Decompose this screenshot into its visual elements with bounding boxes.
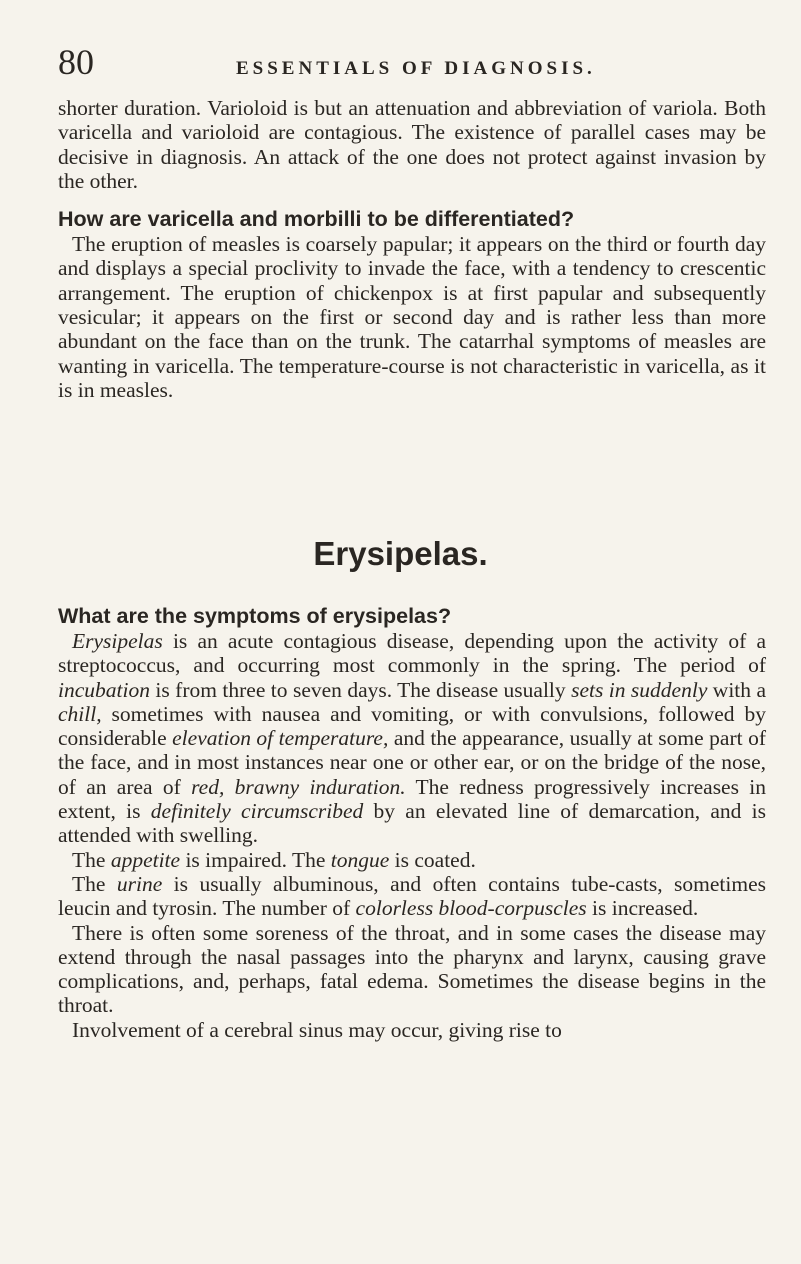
erysipelas-paragraph-4: There is often some soreness of the throat, and in some cases the disease may extend through the nasal passages into the pharynx and larynx, causing grave complications, and, perhaps, fatal edema. Sometimes the disease begins in the throat. bbox=[58, 920, 766, 1018]
varicella-question: How are varicella and morbilli to be differentiated? bbox=[58, 207, 575, 232]
continuation-paragraph: shorter duration. Varioloid is but an attenuation and abbreviation of variola. Both varicella and varioloid are contagious. The existence of parallel cases may be decisive in diagnosis. An attack of the one does not protect against invasion by the other. bbox=[58, 96, 766, 193]
emphasis: sets in suddenly bbox=[571, 677, 708, 702]
erysipelas-paragraph-2: The appetite is impaired. The tongue is coated. bbox=[72, 847, 476, 872]
running-title: ESSENTIALS OF DIAGNOSIS. bbox=[236, 58, 596, 79]
emphasis: red, brawny induration. bbox=[191, 774, 406, 799]
emphasis: incubation bbox=[58, 677, 150, 702]
emphasis: elevation of temperature, bbox=[172, 726, 389, 751]
erysipelas-paragraph-3: The urine is usually albuminous, and often contains tube-casts, sometimes leucin and tyrosin. The number of colorless blood-corpuscles is increased. bbox=[58, 871, 766, 921]
page-number: 80 bbox=[58, 42, 94, 82]
emphasis: chill, bbox=[58, 701, 102, 726]
erysipelas-paragraph-1: Erysipelas is an acute contagious disease, depending upon the activity of a streptococcus, and occurring most commonly in the spring. The period of incubation is from three to seven days. The disease usually sets in suddenly with a chill, sometimes with nausea and vomiting, or with convulsions, followed by considerable elevation of temperature, and the appearance, usually at some part of the face, and in most instances near one or other ear, or on the bridge of the nose, of an area of red, brawny induration. The redness progressively increases in extent, is definitely circumscribed by an elevated line of demarcation, and is attended with swelling. bbox=[58, 629, 766, 848]
erysipelas-paragraph-5: Involvement of a cerebral sinus may occur, giving rise to bbox=[72, 1017, 562, 1042]
varicella-answer: The eruption of measles is coarsely papular; it appears on the third or fourth day and displays a special proclivity to invade the face, with a tendency to crescentic arrangement. The eruption of chickenpox is at first papular and subsequently vesicular; it appears on the first or second day and is rather less than more abundant on the face than on the trunk. The catarrhal symptoms of measles are wanting in varicella. The temperature-course is not characteristic in varicella, as it is in measles. bbox=[58, 232, 766, 402]
emphasis: appetite bbox=[110, 847, 181, 872]
emphasis: urine bbox=[116, 871, 163, 896]
emphasis: definitely circumscribed bbox=[150, 799, 364, 824]
upper-text-block bbox=[58, 96, 766, 402]
emphasis: tongue bbox=[330, 847, 390, 872]
emphasis: colorless blood-corpuscles bbox=[355, 896, 587, 921]
emphasis: Erysipelas bbox=[72, 629, 163, 653]
erysipelas-text-block bbox=[58, 604, 766, 1042]
section-title: Erysipelas. bbox=[313, 535, 488, 572]
erysipelas-question: What are the symptoms of erysipelas? bbox=[58, 604, 452, 628]
page-header bbox=[58, 42, 758, 92]
